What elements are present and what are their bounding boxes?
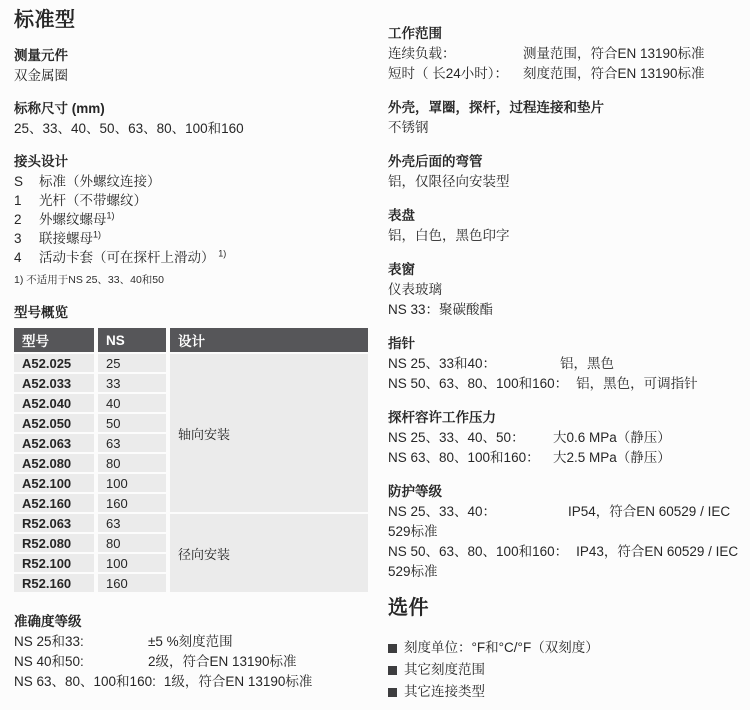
section-body: 铝，白色，黑色印字 — [388, 228, 510, 243]
option-text: 光杆（不带螺纹） — [39, 193, 147, 208]
spec-label: NS 63、80、100和160: — [14, 674, 156, 689]
model-cell: A52.025 — [14, 354, 94, 372]
section-case — [388, 98, 736, 138]
options-list — [388, 637, 736, 703]
design-cell: 径向安装 — [170, 514, 368, 592]
spec-value: 铝，黑色 — [560, 356, 614, 371]
bullet-square-icon — [388, 644, 397, 653]
ns-cell: 80 — [98, 454, 166, 472]
connection-option — [14, 172, 376, 191]
design-cell: 轴向安装 — [170, 354, 368, 512]
section-heading: 表盘 — [388, 208, 415, 223]
section-body: 铝，仅限径向安装型 — [388, 174, 510, 189]
spec-row — [388, 448, 736, 468]
spec-continuation: 529标准 — [388, 564, 438, 579]
table-row — [14, 354, 368, 372]
spec-value: 1级，符合EN 13190标准 — [163, 674, 313, 689]
spec-label: NS 50、63、80、100和160： — [388, 544, 569, 559]
section-model-overview — [14, 303, 376, 594]
connection-option — [14, 229, 376, 248]
ns-cell: 80 — [98, 534, 166, 552]
spec-row — [388, 354, 736, 374]
section-heading: 型号概览 — [14, 305, 68, 320]
section-stem-pressure — [388, 408, 736, 468]
spec-row — [14, 632, 376, 652]
ns-cell: 50 — [98, 414, 166, 432]
spec-value: IP43，符合EN 60529 / IEC — [576, 544, 739, 559]
model-cell: A52.160 — [14, 494, 94, 512]
spec-row — [14, 652, 376, 672]
left-column — [14, 8, 376, 703]
option-item — [388, 659, 736, 681]
connection-option — [14, 191, 376, 210]
section-heading: 标称尺寸 (mm) — [14, 101, 105, 116]
ns-cell: 100 — [98, 554, 166, 572]
section-connection-design — [14, 152, 376, 287]
bullet-square-icon — [388, 688, 397, 697]
model-cell: R52.063 — [14, 514, 94, 532]
table-header-row — [14, 328, 368, 352]
option-item — [388, 681, 736, 703]
spec-value: ±5 %刻度范围 — [148, 634, 233, 649]
ns-cell: 63 — [98, 434, 166, 452]
spec-row — [14, 672, 376, 692]
option-label: 其它刻度范围 — [404, 662, 485, 677]
option-label: 刻度单位：°F和°C/°F（双刻度） — [404, 640, 599, 655]
section-heading: 外壳后面的弯管 — [388, 154, 483, 169]
connection-option — [14, 248, 376, 267]
section-body: 仪表玻璃 — [388, 282, 442, 297]
option-text: 联接螺母$^{1)}$ — [39, 229, 102, 246]
section-heading: 工作范围 — [388, 26, 442, 41]
section-elbow — [388, 152, 736, 192]
ns-cell: 63 — [98, 514, 166, 532]
ns-cell: 160 — [98, 494, 166, 512]
option-code: S — [14, 174, 24, 189]
spec-value: IP54，符合EN 60529 / IEC — [568, 504, 731, 519]
section-pointer — [388, 334, 736, 394]
footnote-ref: 1) — [218, 248, 227, 259]
section-accuracy — [14, 612, 376, 692]
spec-label: NS 63、80、100和160： — [388, 450, 540, 465]
section-measuring-element — [14, 46, 376, 86]
spec-row — [388, 44, 736, 64]
model-cell: A52.100 — [14, 474, 94, 492]
option-code: 1 — [14, 193, 22, 208]
spec-label: NS 25、33、40： — [388, 504, 497, 519]
section-heading: 准确度等级 — [14, 614, 82, 629]
section-heading: 表窗 — [388, 262, 415, 277]
spec-row — [388, 64, 736, 84]
column-header-ns: NS — [98, 328, 166, 352]
option-code: 2 — [14, 212, 22, 227]
spec-row — [388, 502, 736, 522]
model-cell: A52.080 — [14, 454, 94, 472]
model-table — [10, 326, 372, 594]
spec-label: NS 25、33、40、50： — [388, 430, 525, 445]
spec-row — [388, 374, 736, 394]
option-text: 外螺纹螺母$^{1)}$ — [39, 210, 115, 227]
spec-value: 大2.5 MPa（静压） — [553, 450, 671, 465]
table-row — [14, 514, 368, 532]
option-code: 4 — [14, 250, 22, 265]
column-header-design: 设计 — [170, 328, 368, 352]
spec-value: 大0.6 MPa（静压） — [553, 430, 671, 445]
section-heading: 防护等级 — [388, 484, 442, 499]
ns-cell: 25 — [98, 354, 166, 372]
section-heading: 指针 — [388, 336, 415, 351]
option-text: 活动卡套（可在探杆上滑动） $^{1)}$ — [39, 248, 227, 265]
footnote-ref: 1) — [93, 229, 102, 240]
spec-continuation: 529标准 — [388, 524, 438, 539]
section-heading: 接头设计 — [14, 154, 68, 169]
section-protection — [388, 482, 739, 582]
section-body: 25、33、40、50、63、80、100和160 — [14, 121, 244, 136]
spec-value: 2级，符合EN 13190标准 — [148, 654, 297, 669]
options-title: 选件 — [388, 597, 429, 619]
column-header-model: 型号 — [14, 328, 94, 352]
section-window — [388, 260, 736, 320]
spec-value: 测量范围，符合EN 13190标准 — [523, 46, 705, 61]
ns-cell: 33 — [98, 374, 166, 392]
spec-label: NS 50、63、80、100和160： — [388, 376, 569, 391]
ns-cell: 100 — [98, 474, 166, 492]
connection-option — [14, 210, 376, 229]
section-heading: 探杆容许工作压力 — [388, 410, 496, 425]
model-cell: R52.100 — [14, 554, 94, 572]
model-cell: R52.080 — [14, 534, 94, 552]
section-heading: 测量元件 — [14, 48, 68, 63]
spec-label: NS 25和33: — [14, 634, 84, 649]
option-code: 3 — [14, 231, 22, 246]
spec-label: NS 25、33和40： — [388, 356, 497, 371]
model-cell: A52.063 — [14, 434, 94, 452]
option-item — [388, 637, 736, 659]
right-column — [388, 8, 739, 703]
model-cell: A52.033 — [14, 374, 94, 392]
ns-cell: 160 — [98, 574, 166, 592]
page-title: 标准型 — [14, 9, 76, 31]
section-heading: 外壳，罩圈，探杆，过程连接和垫片 — [388, 100, 604, 115]
section-body: 不锈钢 — [388, 120, 429, 135]
spec-label: 短时（ 长24小时）： — [388, 66, 509, 81]
section-dial — [388, 206, 736, 246]
footnote: 1) 不适用于NS 25、33、40和50 — [14, 274, 164, 286]
section-body: 双金属圈 — [14, 68, 68, 83]
spec-value: 刻度范围，符合EN 13190标准 — [523, 66, 705, 81]
model-cell: R52.160 — [14, 574, 94, 592]
ns-cell: 40 — [98, 394, 166, 412]
section-nominal-size — [14, 99, 376, 139]
model-cell: A52.050 — [14, 414, 94, 432]
model-cell: A52.040 — [14, 394, 94, 412]
spec-row — [388, 542, 739, 562]
spec-value: 铝，黑色，可调指针 — [576, 376, 698, 391]
spec-row — [388, 428, 736, 448]
option-label: 其它连接类型 — [404, 684, 485, 699]
footnote-ref: 1) — [106, 210, 115, 221]
spec-label: NS 40和50: — [14, 654, 84, 669]
spec-label: 连续负载： — [388, 46, 456, 61]
option-text: 标准（外螺纹连接） — [39, 174, 161, 189]
section-working-range — [388, 24, 736, 84]
section-body: NS 33：聚碳酸酯 — [388, 302, 494, 317]
bullet-square-icon — [388, 666, 397, 675]
